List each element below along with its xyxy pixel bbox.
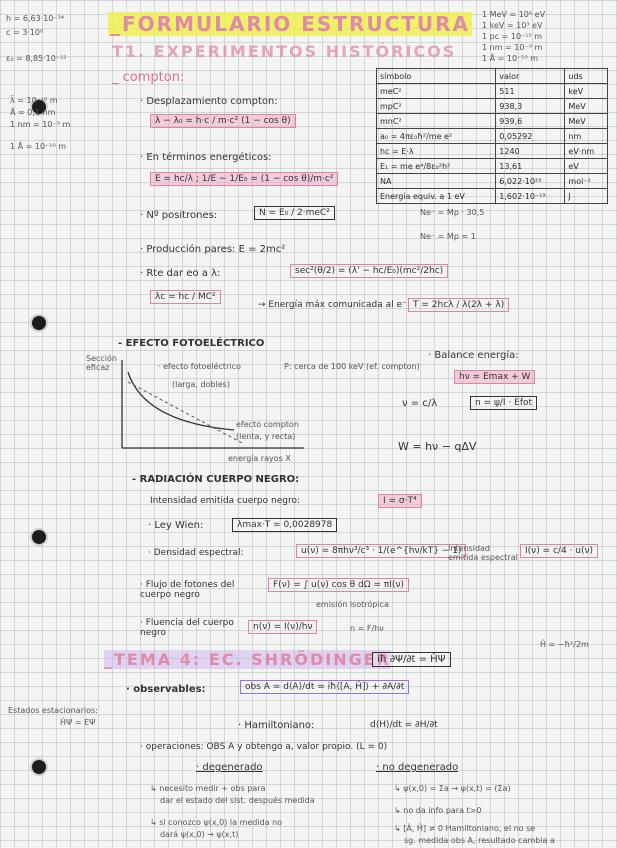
table-cell: nm <box>565 129 608 144</box>
table-cell: 1,602·10⁻¹⁹ <box>496 189 565 204</box>
constant-angstrom: λ̄ = 10⁻¹⁰ m <box>10 96 58 105</box>
w-formula: W = hν − qΔV <box>398 440 477 453</box>
wien-formula: λmax·T = 0,0028978 <box>232 518 337 532</box>
unit-note: 1 Å = 10⁻¹⁰ m <box>482 54 539 63</box>
table-cell: a₀ = 4πε₀ħ²/me e² <box>377 129 496 144</box>
hamiltonian-note: Ĥ = −ħ²/2m <box>540 640 589 649</box>
section-subtitle: T1. EXPERIMENTOS HISTÓRICOS <box>112 42 457 61</box>
flujo-formula: F(ν) = ∫ u(ν) cos θ dΩ = πI(ν) <box>268 578 409 592</box>
x-axis-label: energía rayos X <box>228 454 291 463</box>
balance-label: · Balance energía: <box>428 350 519 361</box>
page-title: _FORMULARIO ESTRUCTURA <box>110 12 471 36</box>
table-row <box>377 144 608 159</box>
table-cell: 939,6 <box>496 114 565 129</box>
table-cell: E₁ = me e⁴/8ε₀²h² <box>377 159 496 174</box>
estados-label: Estados estacionarios: <box>8 706 98 715</box>
table-cell: 1240 <box>496 144 565 159</box>
constant-e0: ε₀ = 8,85·10⁻¹² <box>6 54 67 63</box>
binder-hole <box>32 760 46 774</box>
positrones-label: · Nº positrones: <box>140 210 218 221</box>
intensidad-label: Intensidad emitida cuerpo negro: <box>150 496 301 506</box>
efecto-pink-note: (larga, dobles) <box>172 380 230 389</box>
unit-note: 1 pc = 10⁻¹⁵ m <box>482 32 543 41</box>
densidad-label: · Densidad espectral: <box>148 548 244 558</box>
desplazamiento-formula: λ − λ₀ = h·c / m·c² (1 − cos θ) <box>150 114 296 128</box>
unit-note: 1 keV = 10³ eV <box>482 21 543 30</box>
table-cell: NA <box>377 174 496 189</box>
energia-label: · En términos energéticos: <box>140 152 272 163</box>
binder-hole <box>32 530 46 544</box>
intensidad-formula: I = σ·T⁴ <box>378 494 422 508</box>
positrones-note: Ne⁻ = Mp · 30,5 <box>420 208 485 217</box>
hamiltoniano-formula: d⟨H⟩/dt = ∂H/∂t <box>370 720 438 730</box>
degenerado-text: dará ψ(x,0) → ψ(x,t) <box>160 830 239 839</box>
compton-pink-note: (lenta, y recta) <box>236 432 296 441</box>
relacion-label: · Rte dar eo a λ: <box>140 268 221 279</box>
balance-formula: hν = Emax + W <box>454 370 535 384</box>
table-row <box>377 189 608 204</box>
table-row <box>377 159 608 174</box>
no-degenerado-text: ↳ no da info para t>0 <box>394 806 482 815</box>
table-cell: mpC² <box>377 99 496 114</box>
fluencia-label: · Fluencia del cuerpo negro <box>140 618 234 638</box>
energia-max-label: → Energía máx comunicada al e⁻ <box>258 300 407 310</box>
relacion-formula: sec²(θ/2) = (λ' − hc/E₀)(mc²/2hc) <box>290 264 448 278</box>
constants-table <box>376 68 608 204</box>
table-header: uds <box>565 69 608 84</box>
table-cell: hc = E·λ <box>377 144 496 159</box>
flujo-label: · Flujo de fotones del cuerpo negro <box>140 580 235 600</box>
graph-dashed-line <box>128 382 244 444</box>
flujo-pink-note: emisión isotrópica <box>316 600 389 609</box>
no-degenerado-text: sg. medida obs A, resultado cambia a <box>404 836 555 845</box>
table-cell: eV <box>565 159 608 174</box>
constant-a: Å = 0,1 nm <box>10 108 56 117</box>
produccion-label: · Producción pares: E = 2mc² <box>140 244 286 255</box>
table-cell: mnC² <box>377 114 496 129</box>
y-axis-label: Sección eficaz <box>86 354 117 372</box>
table-cell: meC² <box>377 84 496 99</box>
degenerado-text: ↳ si conozco ψ(x,0) la medida no <box>150 818 283 827</box>
constant-a2: 1 Å = 10⁻¹⁰ m <box>10 142 67 151</box>
constant-nm: 1 nm = 10⁻⁹ m <box>10 120 71 129</box>
table-cell: J <box>565 189 608 204</box>
degenerado-text: ↳ necesito medir + obs para <box>150 784 266 793</box>
table-cell: 13,61 <box>496 159 565 174</box>
compton-label: efecto compton <box>236 420 299 429</box>
table-header-row <box>377 69 608 84</box>
intensidad-esp-label: Intensidad emitida espectral <box>448 544 518 562</box>
desplazamiento-label: · Desplazamiento compton: <box>140 96 278 107</box>
nu-formula: ν = c/λ <box>402 398 438 409</box>
fluencia-formula: n(ν) = I(ν)/hν <box>248 620 317 634</box>
degenerado-text: dar el estado del sist. después medida <box>160 796 315 805</box>
table-cell: 6,022·10²³ <box>496 174 565 189</box>
table-row <box>377 114 608 129</box>
table-header: valor <box>496 69 565 84</box>
table-header: símbolo <box>377 69 496 84</box>
n-formula: n = ψ/I · Efot <box>470 396 537 410</box>
table-cell: 0,05292 <box>496 129 565 144</box>
efecto-label: · efecto fotoeléctrico <box>158 362 241 371</box>
table-row <box>377 174 608 189</box>
tema4-heading: _TEMA 4: EC. SHRÖDINGER <box>104 650 391 669</box>
constant-h: h = 6,63·10⁻³⁴ <box>6 14 65 23</box>
table-cell: 511 <box>496 84 565 99</box>
schrodinger-equation: iħ ∂Ψ/∂t = ĤΨ <box>372 652 451 667</box>
lambda-c-formula: λc = hc / MC² <box>150 290 221 304</box>
table-cell: Energía equiv. a 1 eV <box>377 189 496 204</box>
wien-label: · Ley Wien: <box>148 520 204 531</box>
binder-hole <box>32 316 46 330</box>
positrones-note: Ne⁻ = Mp ≈ 1 <box>420 232 476 241</box>
energia-max-formula: T = 2hcλ / λ(2λ + λ) <box>408 298 509 312</box>
estados-formula: ĤΨ = EΨ <box>60 718 96 727</box>
table-cell: 938,3 <box>496 99 565 114</box>
unit-note: 1 nm = 10⁻⁹ m <box>482 43 543 52</box>
table-cell: mol⁻¹ <box>565 174 608 189</box>
degenerado-label: · degenerado <box>196 762 263 773</box>
table-cell: keV <box>565 84 608 99</box>
no-degenerado-label: · no degenerado <box>376 762 459 773</box>
observables-formula: obs A = d⟨A⟩/dt = iħ⟨[A, Ĥ]⟩ + ∂A/∂t <box>240 680 409 694</box>
table-cell: MeV <box>565 114 608 129</box>
observables-label: · observables: <box>126 684 206 695</box>
intensidad-esp-formula: I(ν) = c/4 · u(ν) <box>520 544 598 558</box>
no-degenerado-text: ↳ [Â, Ĥ] ≠ 0 Hamiltoniano, el no se <box>394 824 536 833</box>
energia-formula: E = hc/λ ; 1/E − 1/E₀ = (1 − cos θ)/m·c² <box>150 172 338 186</box>
constant-c: c = 3·10⁸ <box>6 28 44 37</box>
table-row <box>377 84 608 99</box>
table-cell: eV·nm <box>565 144 608 159</box>
unit-note: 1 MeV = 10⁶ eV <box>482 10 546 19</box>
radiacion-heading: - RADIACIÓN CUERPO NEGRO: <box>132 474 300 485</box>
section-compton: _ compton: <box>112 70 185 85</box>
table-row <box>377 129 608 144</box>
fluencia-note: n = F/hν <box>350 624 384 633</box>
table-cell: MeV <box>565 99 608 114</box>
positrones-formula: N = E₀ / 2·meC² <box>254 206 335 220</box>
cerca-label: P: cerca de 100 keV (ef. compton) <box>284 362 420 371</box>
hamiltoniano-label: · Hamiltoniano: <box>238 720 315 731</box>
operaciones-label: · operaciones: OBS A y obtengo a, valor propio. (L = 0) <box>140 742 388 752</box>
table-row <box>377 99 608 114</box>
fotoelectrico-heading: - EFECTO FOTOELÉCTRICO <box>118 338 265 349</box>
densidad-formula: u(ν) = 8πhν³/c³ · 1/(e^{hν/kT} − 1) <box>296 544 466 558</box>
no-degenerado-text: ↳ ψ(x,0) = Σa → ψ(x,t) = (Σa) <box>394 784 511 793</box>
